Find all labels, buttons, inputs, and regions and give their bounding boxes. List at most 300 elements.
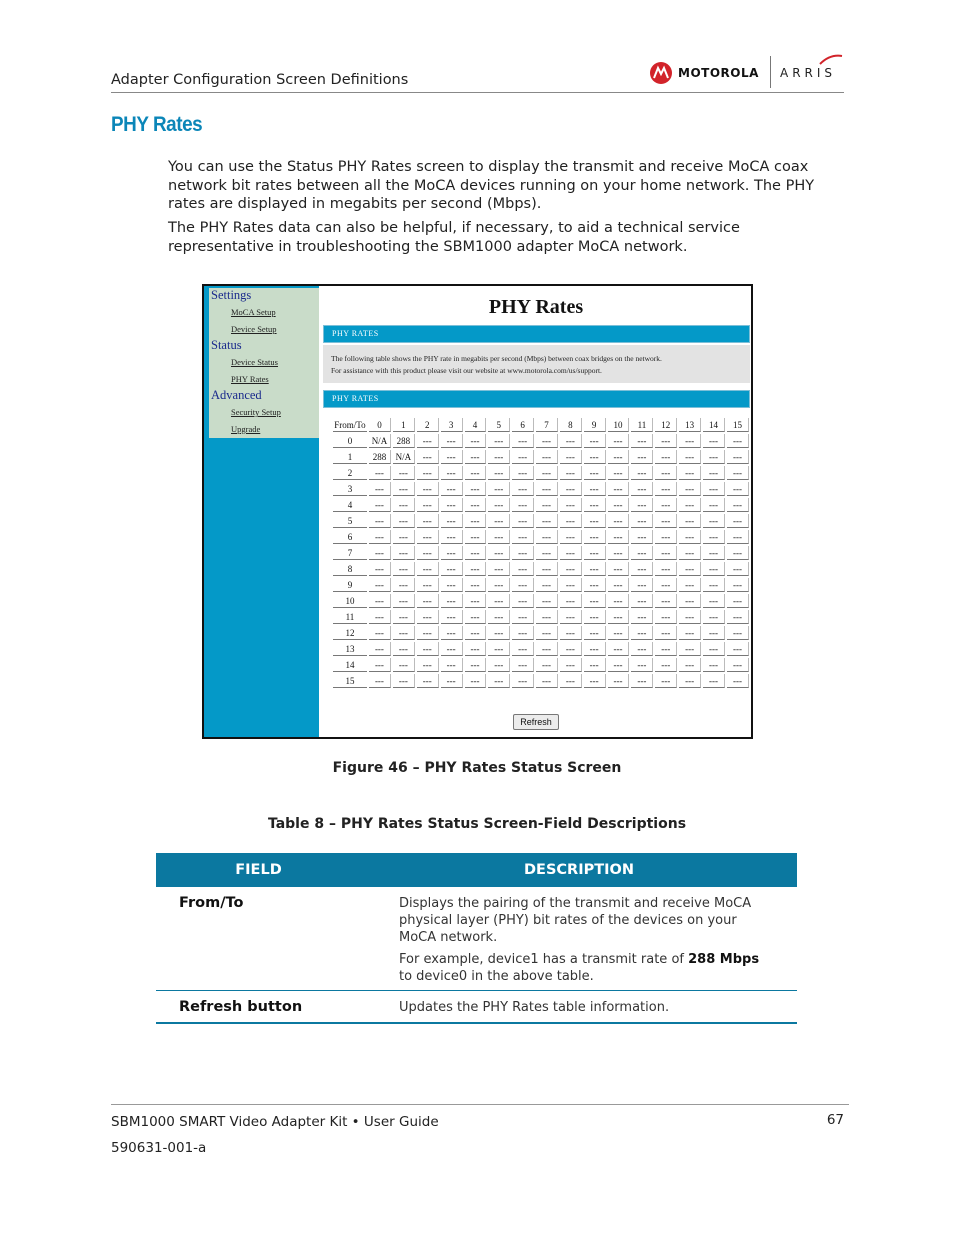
rate-cell: --- xyxy=(727,546,749,560)
rate-cell: --- xyxy=(393,514,415,528)
rate-cell: --- xyxy=(369,642,391,656)
rate-cell: --- xyxy=(703,514,725,528)
rate-cell: --- xyxy=(679,530,701,544)
table-bottom-rule xyxy=(156,1022,797,1024)
rate-cell: --- xyxy=(703,450,725,464)
rate-cell: --- xyxy=(703,658,725,672)
info-line-2: For assistance with this product please visit our website at www.motorola.com/us/support. xyxy=(331,366,602,375)
rate-cell: --- xyxy=(369,578,391,592)
rate-cell: --- xyxy=(536,674,558,688)
rate-cell: --- xyxy=(512,578,534,592)
rate-cell: --- xyxy=(584,466,606,480)
rate-cell: --- xyxy=(679,434,701,448)
rate-cell: --- xyxy=(679,578,701,592)
row-label: 9 xyxy=(333,578,367,592)
rate-cell: --- xyxy=(560,642,582,656)
running-header: Adapter Configuration Screen Definitions xyxy=(111,72,409,88)
field-refresh-button: Refresh button xyxy=(179,999,303,1015)
nav-link-moca-setup[interactable]: MoCA Setup xyxy=(209,304,319,321)
column-header: 10 xyxy=(608,418,630,432)
rate-cell: --- xyxy=(608,498,630,512)
rate-cell: --- xyxy=(369,498,391,512)
rate-cell: --- xyxy=(488,578,510,592)
rate-cell: --- xyxy=(655,562,677,576)
rate-cell: --- xyxy=(703,674,725,688)
rate-cell: --- xyxy=(536,610,558,624)
rate-cell: --- xyxy=(727,578,749,592)
arris-swoosh-icon xyxy=(818,54,844,66)
rate-cell: --- xyxy=(679,498,701,512)
row-label: 14 xyxy=(333,658,367,672)
column-header: 3 xyxy=(441,418,463,432)
rate-cell: --- xyxy=(584,578,606,592)
logo-divider xyxy=(770,56,771,88)
rate-cell: --- xyxy=(369,546,391,560)
intro-paragraph: You can use the Status PHY Rates screen to display the transmit and receive MoCA coax network bit rates between all the MoCA devices running on your home network. The PHY rates are displayed in megabits per second (Mbps). xyxy=(168,159,815,212)
nav-link-security-setup[interactable]: Security Setup xyxy=(209,404,319,421)
rate-cell: --- xyxy=(608,514,630,528)
nav-section-settings: Settings xyxy=(209,288,319,304)
rate-cell: --- xyxy=(727,626,749,640)
row-label: 15 xyxy=(333,674,367,688)
rate-cell: --- xyxy=(560,482,582,496)
rate-cell: --- xyxy=(703,578,725,592)
rate-cell: --- xyxy=(488,466,510,480)
rate-cell: --- xyxy=(417,434,439,448)
rate-cell: --- xyxy=(417,674,439,688)
rate-cell: --- xyxy=(512,466,534,480)
table-row xyxy=(333,514,749,528)
rate-cell: --- xyxy=(417,562,439,576)
rate-cell: --- xyxy=(488,594,510,608)
rate-cell: --- xyxy=(584,482,606,496)
rate-cell: 288 xyxy=(393,434,415,448)
rate-cell: --- xyxy=(703,594,725,608)
rate-cell: --- xyxy=(679,482,701,496)
rate-cell: --- xyxy=(465,466,487,480)
rate-cell: --- xyxy=(536,562,558,576)
rate-cell: --- xyxy=(465,562,487,576)
rate-cell: --- xyxy=(512,434,534,448)
rate-cell: --- xyxy=(441,466,463,480)
rate-cell: --- xyxy=(655,498,677,512)
rate-cell: --- xyxy=(536,546,558,560)
row-label: 3 xyxy=(333,482,367,496)
rate-cell: --- xyxy=(512,674,534,688)
rate-cell: N/A xyxy=(369,434,391,448)
rate-cell: --- xyxy=(560,450,582,464)
rate-cell: --- xyxy=(631,642,653,656)
header-rule xyxy=(111,92,844,93)
rate-cell: --- xyxy=(393,594,415,608)
rate-cell: --- xyxy=(441,562,463,576)
row-label: 13 xyxy=(333,642,367,656)
rate-cell: --- xyxy=(631,466,653,480)
rate-cell: --- xyxy=(441,658,463,672)
rate-cell: --- xyxy=(536,658,558,672)
nav-link-device-setup[interactable]: Device Setup xyxy=(209,321,319,338)
table-row xyxy=(333,594,749,608)
table-row xyxy=(333,578,749,592)
rate-cell: --- xyxy=(608,610,630,624)
table-header-row xyxy=(333,418,749,432)
nav-section-status: Status xyxy=(209,338,319,354)
rate-cell: --- xyxy=(369,658,391,672)
rate-cell: --- xyxy=(584,562,606,576)
rate-cell: --- xyxy=(655,482,677,496)
rate-cell: --- xyxy=(631,626,653,640)
rate-cell: --- xyxy=(536,626,558,640)
rate-cell: --- xyxy=(631,674,653,688)
column-header: 13 xyxy=(679,418,701,432)
rate-cell: --- xyxy=(655,626,677,640)
rate-cell: --- xyxy=(393,658,415,672)
rate-cell: --- xyxy=(441,514,463,528)
rate-cell: --- xyxy=(536,482,558,496)
table-row xyxy=(333,642,749,656)
row-label: 6 xyxy=(333,530,367,544)
rate-cell: --- xyxy=(631,514,653,528)
rate-cell: --- xyxy=(465,594,487,608)
rate-cell: --- xyxy=(631,546,653,560)
rate-cell: --- xyxy=(703,466,725,480)
rate-cell: --- xyxy=(441,642,463,656)
rate-cell: --- xyxy=(631,434,653,448)
row-label: 0 xyxy=(333,434,367,448)
rate-cell: --- xyxy=(417,498,439,512)
table-row xyxy=(333,610,749,624)
row-label: 1 xyxy=(333,450,367,464)
rate-cell: --- xyxy=(631,530,653,544)
rate-cell: --- xyxy=(703,610,725,624)
rate-cell: --- xyxy=(655,642,677,656)
rate-cell: --- xyxy=(512,594,534,608)
rate-cell: --- xyxy=(703,482,725,496)
rate-cell: --- xyxy=(655,466,677,480)
rate-cell: --- xyxy=(465,434,487,448)
column-header: 0 xyxy=(369,418,391,432)
example-text-pre: For example, device1 has a transmit rate of xyxy=(399,952,689,967)
table-row xyxy=(333,466,749,480)
rate-cell: --- xyxy=(536,514,558,528)
rate-cell: --- xyxy=(560,658,582,672)
rate-cell: --- xyxy=(417,610,439,624)
rate-cell: --- xyxy=(703,562,725,576)
rate-cell: --- xyxy=(369,594,391,608)
page-number: 67 xyxy=(826,1112,844,1128)
phy-rates-bar: PHY RATES xyxy=(323,325,750,343)
rate-cell: --- xyxy=(417,450,439,464)
row-label: 4 xyxy=(333,498,367,512)
rate-cell: --- xyxy=(631,594,653,608)
rate-cell: --- xyxy=(608,578,630,592)
example-rate: 288 Mbps xyxy=(688,952,760,967)
nav-link-device-status[interactable]: Device Status xyxy=(209,354,319,371)
rate-cell: --- xyxy=(584,434,606,448)
rate-cell: --- xyxy=(584,594,606,608)
rate-cell: --- xyxy=(655,434,677,448)
rate-cell: --- xyxy=(631,498,653,512)
rate-cell: --- xyxy=(560,578,582,592)
header-field: FIELD xyxy=(235,862,282,878)
rate-cell: --- xyxy=(536,530,558,544)
rate-cell: --- xyxy=(441,434,463,448)
rate-cell: --- xyxy=(441,610,463,624)
rate-cell: --- xyxy=(465,578,487,592)
rate-cell: --- xyxy=(512,562,534,576)
rate-cell: --- xyxy=(369,626,391,640)
rate-cell: --- xyxy=(679,610,701,624)
rate-cell: --- xyxy=(631,578,653,592)
nav-section-advanced: Advanced xyxy=(209,388,319,404)
column-header: 15 xyxy=(727,418,749,432)
table-row xyxy=(333,530,749,544)
rate-cell: N/A xyxy=(393,450,415,464)
rate-cell: --- xyxy=(655,610,677,624)
row-label: 7 xyxy=(333,546,367,560)
rate-cell: --- xyxy=(417,594,439,608)
rate-cell: --- xyxy=(369,466,391,480)
rate-cell: --- xyxy=(655,530,677,544)
rate-cell: --- xyxy=(560,466,582,480)
rate-cell: --- xyxy=(560,498,582,512)
rate-cell: --- xyxy=(417,626,439,640)
phy-rates-table-bar: PHY RATES xyxy=(323,390,750,408)
phy-rates-screenshot xyxy=(202,284,753,739)
rate-cell: --- xyxy=(465,530,487,544)
screen-title: PHY Rates xyxy=(488,296,584,318)
rate-cell: --- xyxy=(465,626,487,640)
rate-cell: --- xyxy=(727,642,749,656)
desc-from-to-example xyxy=(399,951,774,985)
rate-cell: --- xyxy=(631,450,653,464)
motorola-logo-icon xyxy=(650,62,672,84)
rate-cell: --- xyxy=(369,514,391,528)
rate-cell: --- xyxy=(465,674,487,688)
rate-cell: --- xyxy=(488,530,510,544)
rate-cell: --- xyxy=(584,498,606,512)
table-row xyxy=(333,498,749,512)
table-caption: Table 8 – PHY Rates Status Screen-Field Descriptions xyxy=(267,816,687,832)
rate-cell: --- xyxy=(703,498,725,512)
table-row xyxy=(333,434,749,448)
rate-cell: --- xyxy=(393,466,415,480)
rate-cell: --- xyxy=(560,674,582,688)
table-row xyxy=(333,482,749,496)
rate-cell: --- xyxy=(703,626,725,640)
row-label: 8 xyxy=(333,562,367,576)
rate-cell: --- xyxy=(655,674,677,688)
rate-cell: --- xyxy=(608,626,630,640)
column-header: 9 xyxy=(584,418,606,432)
rate-cell: --- xyxy=(441,578,463,592)
rate-cell: --- xyxy=(441,546,463,560)
rate-cell: --- xyxy=(631,610,653,624)
rate-cell: --- xyxy=(536,642,558,656)
nav-link-phy-rates[interactable]: PHY Rates xyxy=(209,371,319,388)
figure-caption: Figure 46 – PHY Rates Status Screen xyxy=(332,760,622,776)
section-title: PHY Rates xyxy=(111,113,203,136)
table-row xyxy=(333,658,749,672)
rate-cell: --- xyxy=(679,658,701,672)
rate-cell: --- xyxy=(393,562,415,576)
rate-cell: --- xyxy=(727,562,749,576)
example-text-post: to device0 in the above table. xyxy=(399,969,594,984)
rate-cell: --- xyxy=(631,482,653,496)
rate-cell: --- xyxy=(488,562,510,576)
rate-cell: --- xyxy=(727,610,749,624)
rate-cell: --- xyxy=(512,610,534,624)
rate-cell: --- xyxy=(393,674,415,688)
rate-cell: --- xyxy=(584,642,606,656)
rate-cell: --- xyxy=(608,642,630,656)
rate-cell: --- xyxy=(608,466,630,480)
rate-cell: --- xyxy=(465,610,487,624)
rate-cell: --- xyxy=(536,594,558,608)
arris-wordmark: ARRIS xyxy=(780,66,837,80)
rate-cell: --- xyxy=(584,674,606,688)
rate-cell: 288 xyxy=(369,450,391,464)
rate-cell: --- xyxy=(512,450,534,464)
rate-cell: --- xyxy=(488,434,510,448)
rate-cell: --- xyxy=(536,434,558,448)
column-header: 11 xyxy=(631,418,653,432)
rate-cell: --- xyxy=(727,482,749,496)
field-from-to: From/To xyxy=(179,895,244,911)
rate-cell: --- xyxy=(369,482,391,496)
rate-cell: --- xyxy=(488,498,510,512)
rate-cell: --- xyxy=(417,642,439,656)
rate-cell: --- xyxy=(393,530,415,544)
footer-guide-title: SBM1000 SMART Video Adapter Kit • User Guide xyxy=(111,1114,439,1130)
rate-cell: --- xyxy=(584,658,606,672)
table-row xyxy=(333,674,749,688)
rate-cell: --- xyxy=(488,626,510,640)
rate-cell: --- xyxy=(465,482,487,496)
rate-cell: --- xyxy=(512,626,534,640)
rate-cell: --- xyxy=(631,658,653,672)
rate-cell: --- xyxy=(560,610,582,624)
rate-cell: --- xyxy=(417,466,439,480)
rate-cell: --- xyxy=(560,546,582,560)
rate-cell: --- xyxy=(679,642,701,656)
footer-doc-code: 590631-001-a xyxy=(111,1140,207,1156)
rate-cell: --- xyxy=(608,434,630,448)
rate-cell: --- xyxy=(560,594,582,608)
footer-rule xyxy=(111,1104,849,1105)
info-box xyxy=(323,345,750,383)
refresh-button[interactable]: Refresh xyxy=(513,714,559,730)
rate-cell: --- xyxy=(536,450,558,464)
rate-cell: --- xyxy=(465,514,487,528)
table-row xyxy=(333,450,749,464)
rate-cell: --- xyxy=(608,530,630,544)
rate-cell: --- xyxy=(727,434,749,448)
rate-cell: --- xyxy=(584,626,606,640)
column-header: 2 xyxy=(417,418,439,432)
rate-cell: --- xyxy=(560,434,582,448)
rate-cell: --- xyxy=(655,450,677,464)
rate-cell: --- xyxy=(512,498,534,512)
rate-cell: --- xyxy=(727,498,749,512)
rate-cell: --- xyxy=(512,482,534,496)
rate-cell: --- xyxy=(536,578,558,592)
rate-cell: --- xyxy=(655,578,677,592)
rate-cell: --- xyxy=(369,674,391,688)
rate-cell: --- xyxy=(441,674,463,688)
rate-cell: --- xyxy=(369,610,391,624)
info-line-1: The following table shows the PHY rate in megabits per second (Mbps) between coax bridges on the network. xyxy=(331,354,662,363)
rate-cell: --- xyxy=(465,450,487,464)
rate-cell: --- xyxy=(679,562,701,576)
rate-cell: --- xyxy=(727,466,749,480)
rate-cell: --- xyxy=(441,450,463,464)
rate-cell: --- xyxy=(393,578,415,592)
rate-cell: --- xyxy=(393,610,415,624)
rate-cell: --- xyxy=(560,626,582,640)
rate-cell: --- xyxy=(512,546,534,560)
rate-cell: --- xyxy=(703,546,725,560)
rate-cell: --- xyxy=(703,434,725,448)
column-header: 5 xyxy=(488,418,510,432)
desc-from-to: Displays the pairing of the transmit and receive MoCA physical layer (PHY) bit rates of the devices on your MoCA network. xyxy=(399,896,752,945)
column-header: 12 xyxy=(655,418,677,432)
nav-link-upgrade[interactable]: Upgrade xyxy=(209,421,319,438)
table-row xyxy=(333,546,749,560)
rate-cell: --- xyxy=(727,450,749,464)
row-divider xyxy=(156,990,797,991)
rate-cell: --- xyxy=(393,626,415,640)
column-header: 8 xyxy=(560,418,582,432)
rate-cell: --- xyxy=(488,658,510,672)
rate-cell: --- xyxy=(679,450,701,464)
table-row xyxy=(333,562,749,576)
rate-cell: --- xyxy=(441,594,463,608)
rate-cell: --- xyxy=(679,546,701,560)
row-label: 5 xyxy=(333,514,367,528)
rate-cell: --- xyxy=(417,546,439,560)
rate-cell: --- xyxy=(727,594,749,608)
screen-main xyxy=(321,286,751,737)
rate-cell: --- xyxy=(441,626,463,640)
rate-cell: --- xyxy=(655,594,677,608)
rate-cell: --- xyxy=(608,482,630,496)
rate-cell: --- xyxy=(369,530,391,544)
rate-cell: --- xyxy=(608,546,630,560)
rate-cell: --- xyxy=(417,482,439,496)
column-header: 4 xyxy=(465,418,487,432)
rate-cell: --- xyxy=(441,498,463,512)
rate-cell: --- xyxy=(465,642,487,656)
motorola-wordmark: MOTOROLA xyxy=(678,66,759,80)
rate-cell: --- xyxy=(512,530,534,544)
rate-cell: --- xyxy=(417,658,439,672)
rate-cell: --- xyxy=(369,562,391,576)
rate-cell: --- xyxy=(727,514,749,528)
column-header: 1 xyxy=(393,418,415,432)
rate-cell: --- xyxy=(703,530,725,544)
rate-cell: --- xyxy=(560,530,582,544)
rate-cell: --- xyxy=(417,530,439,544)
rate-cell: --- xyxy=(584,546,606,560)
row-label: 2 xyxy=(333,466,367,480)
rate-cell: --- xyxy=(631,562,653,576)
rate-cell: --- xyxy=(727,530,749,544)
table-row xyxy=(333,626,749,640)
rate-cell: --- xyxy=(584,610,606,624)
rate-cell: --- xyxy=(488,674,510,688)
rate-cell: --- xyxy=(584,450,606,464)
